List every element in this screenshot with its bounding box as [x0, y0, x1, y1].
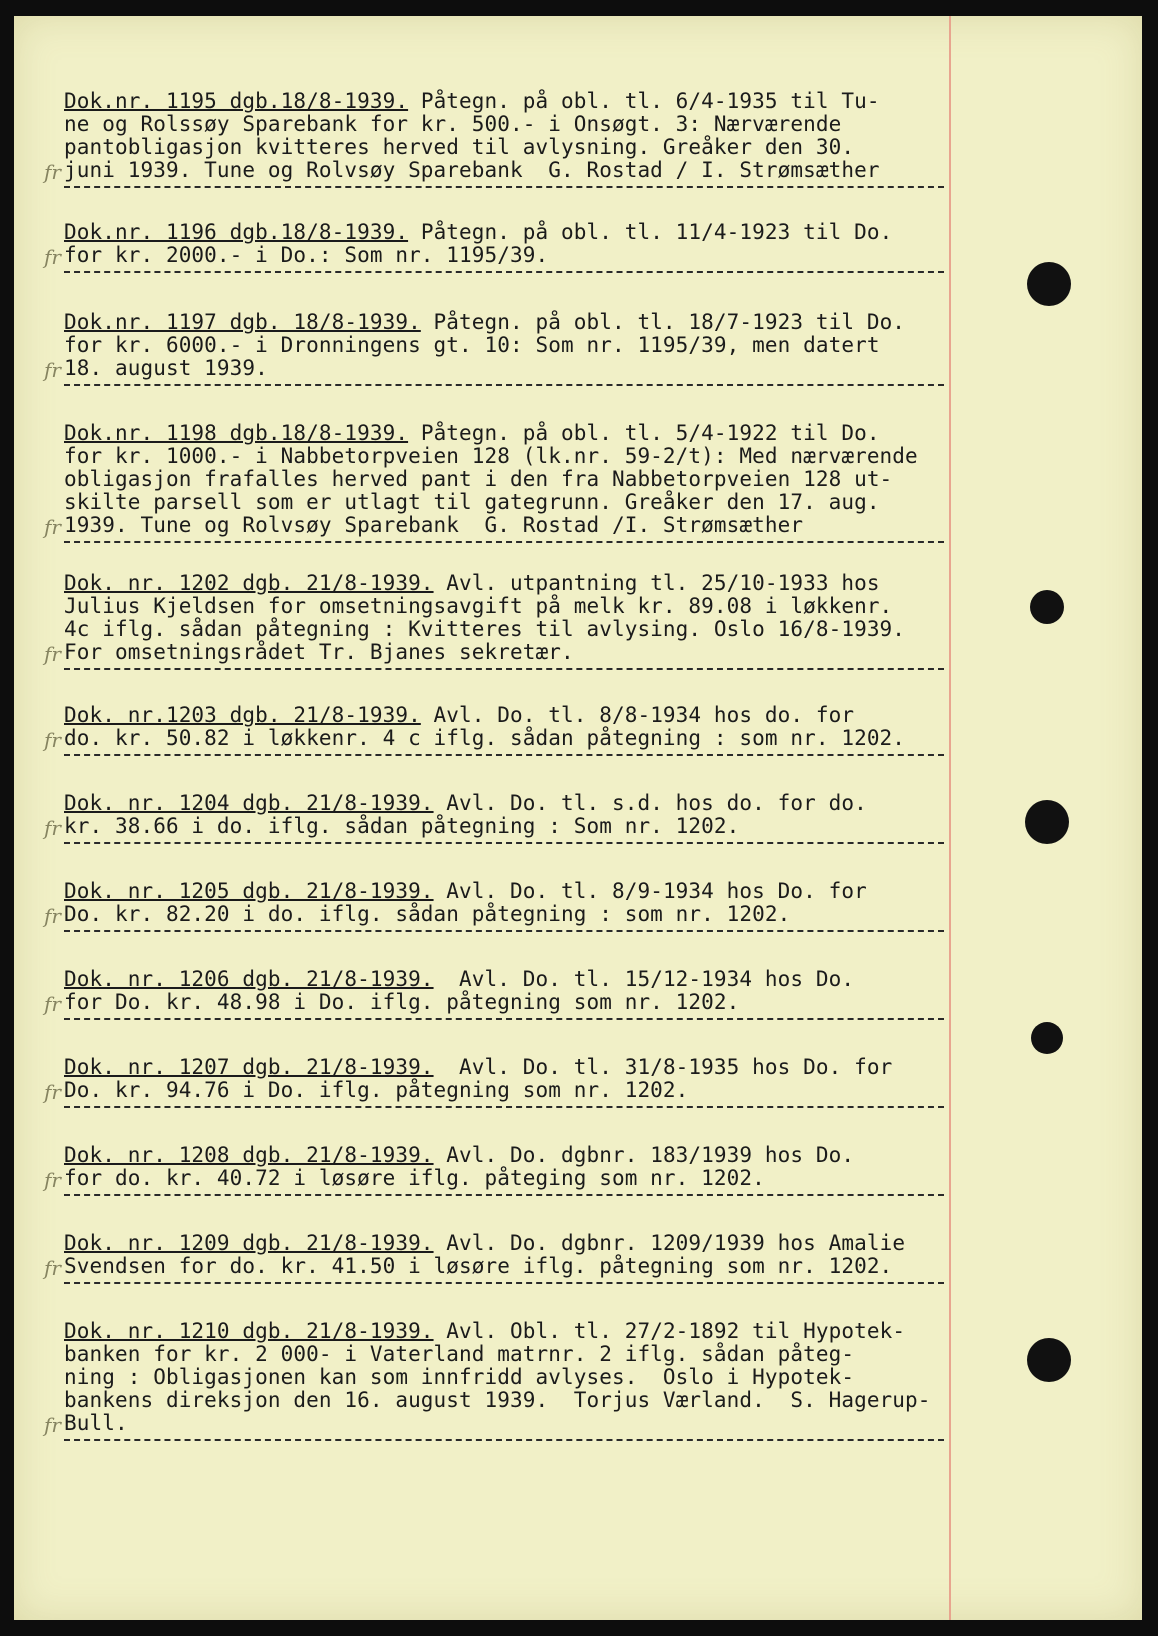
- entry-line: [64, 311, 1004, 334]
- entry-text: Avl. utpantning tl. 25/10-1933 hos: [433, 571, 880, 595]
- entry-heading: Dok.nr. 1195 dgb.18/8-1939.: [64, 89, 409, 113]
- entry-separator: [64, 668, 944, 670]
- entry-line: [64, 113, 1004, 136]
- entry-separator: [64, 541, 944, 543]
- entry-separator: [64, 842, 944, 844]
- margin-initials: fr: [44, 816, 61, 840]
- entry-line: [64, 445, 1004, 468]
- entry-text: Bull.: [64, 1411, 128, 1435]
- entry-text: for do. kr. 40.72 i løsøre iflg. påteging som nr. 1202.: [64, 1166, 765, 1190]
- margin-initials: fr: [44, 1256, 61, 1280]
- document-entry: [44, 1319, 1004, 1441]
- entry-heading: Dok. nr. 1202 dgb. 21/8-1939.: [64, 571, 434, 595]
- entry-heading: Dok.nr. 1197 dgb. 18/8-1939.: [64, 310, 421, 334]
- document-entry: [44, 703, 1004, 756]
- entry-text: Julius Kjeldsen for omsetningsavgift på melk kr. 89.08 i løkkenr.: [64, 594, 893, 618]
- entry-separator: [64, 1194, 944, 1196]
- document-entry: [44, 89, 1004, 188]
- entry-line: [64, 618, 1004, 641]
- entry-line: [64, 1056, 1004, 1079]
- entry-line: [64, 572, 1004, 595]
- margin-initials: fr: [44, 1168, 61, 1192]
- entry-line: [64, 422, 1004, 445]
- entry-line: [64, 727, 1004, 750]
- entry-separator: [64, 186, 944, 188]
- entry-line: [64, 1320, 1004, 1343]
- entry-text: Påtegn. på obl. tl. 18/7-1923 til Do.: [420, 310, 906, 334]
- entry-text: Påtegn. på obl. tl. 11/4-1923 til Do.: [408, 220, 893, 244]
- entry-text: Avl. Do. tl. 8/8-1934 hos do. for: [420, 703, 855, 727]
- entry-line: [64, 357, 1004, 380]
- margin-initials: fr: [44, 642, 61, 666]
- entry-text: skilte parsell som er utlagt til gategrunn. Greåker den 17. aug.: [64, 490, 880, 514]
- punch-hole: [1027, 1338, 1071, 1382]
- entry-line: [64, 1167, 1004, 1190]
- entry-text: For omsetningsrådet Tr. Bjanes sekretær.: [64, 640, 574, 664]
- document-entry: [44, 421, 1004, 543]
- entry-text: do. kr. 50.82 i løkkenr. 4 c iflg. sådan påtegning : som nr. 1202.: [64, 726, 906, 750]
- entry-line: [64, 90, 1004, 113]
- entry-line: [64, 1144, 1004, 1167]
- margin-initials: fr: [44, 992, 61, 1016]
- entry-text: Avl. Do. dgbnr. 1209/1939 hos Amalie: [433, 1231, 906, 1255]
- entry-text: Svendsen for do. kr. 41.50 i løsøre iflg. påtegning som nr. 1202.: [64, 1254, 893, 1278]
- entry-text: Påtegn. på obl. tl. 5/4-1922 til Do.: [408, 421, 880, 445]
- document-entry: [44, 1055, 1004, 1108]
- entry-separator: [64, 754, 944, 756]
- document-entry: [44, 967, 1004, 1020]
- margin-initials: fr: [44, 358, 61, 382]
- entry-line: [64, 1255, 1004, 1278]
- entry-line: [64, 514, 1004, 537]
- document-entry: [44, 220, 1004, 273]
- entry-line: [64, 991, 1004, 1014]
- entry-text: juni 1939. Tune og Rolvsøy Sparebank G. Rostad / I. Strømsæther: [64, 158, 880, 182]
- entry-text: for kr. 6000.- i Dronningens gt. 10: Som nr. 1195/39, men datert: [64, 333, 880, 357]
- entry-text: Avl. Do. tl. s.d. hos do. for do.: [433, 791, 867, 815]
- entry-text: Avl. Obl. tl. 27/2-1892 til Hypotek-: [433, 1319, 906, 1343]
- entry-heading: Dok. nr. 1206 dgb. 21/8-1939.: [64, 967, 434, 991]
- entry-text: for kr. 1000.- i Nabbetorpveien 128 (lk.nr. 59-2/t): Med nærværende: [64, 444, 918, 468]
- entry-separator: [64, 1282, 944, 1284]
- margin-initials: fr: [44, 515, 61, 539]
- entry-line: [64, 880, 1004, 903]
- margin-initials: fr: [44, 160, 61, 184]
- punch-hole: [1025, 800, 1069, 844]
- entry-heading: Dok. nr.1203 dgb. 21/8-1939.: [64, 703, 421, 727]
- entry-line: [64, 1366, 1004, 1389]
- entry-line: [64, 1079, 1004, 1102]
- entry-line: [64, 968, 1004, 991]
- entry-line: [64, 903, 1004, 926]
- margin-initials: fr: [44, 1080, 61, 1104]
- entry-text: Påtegn. på obl. tl. 6/4-1935 til Tu-: [408, 89, 880, 113]
- entry-text: banken for kr. 2 000- i Vaterland matrnr. 2 iflg. sådan påteg-: [64, 1342, 855, 1366]
- punch-hole: [1027, 262, 1071, 306]
- entry-line: [64, 792, 1004, 815]
- entry-heading: Dok. nr. 1207 dgb. 21/8-1939.: [64, 1055, 434, 1079]
- margin-initials: fr: [44, 245, 61, 269]
- entry-text: Avl. Do. tl. 31/8-1935 hos Do. for: [433, 1055, 893, 1079]
- margin-initials: fr: [44, 1413, 61, 1437]
- entry-text: for kr. 2000.- i Do.: Som nr. 1195/39.: [64, 243, 549, 267]
- document-entry: [44, 571, 1004, 670]
- entry-line: [64, 468, 1004, 491]
- punch-hole: [1030, 590, 1064, 624]
- document-page: [14, 16, 1142, 1620]
- entry-text: Avl. Do. tl. 15/12-1934 hos Do.: [433, 967, 855, 991]
- entry-separator: [64, 271, 944, 273]
- entry-separator: [64, 384, 944, 386]
- entry-text: for Do. kr. 48.98 i Do. iflg. påtegning som nr. 1202.: [64, 990, 740, 1014]
- entry-line: [64, 1412, 1004, 1435]
- entry-line: [64, 704, 1004, 727]
- entry-text: Do. kr. 82.20 i do. iflg. sådan påtegning : som nr. 1202.: [64, 902, 791, 926]
- margin-initials: fr: [44, 728, 61, 752]
- entry-text: kr. 38.66 i do. iflg. sådan påtegning : Som nr. 1202.: [64, 814, 740, 838]
- entry-text: 18. august 1939.: [64, 356, 268, 380]
- document-entry: [44, 1143, 1004, 1196]
- entry-separator: [64, 1106, 944, 1108]
- entry-heading: Dok.nr. 1198 dgb.18/8-1939.: [64, 421, 409, 445]
- entry-line: [64, 136, 1004, 159]
- entry-separator: [64, 1018, 944, 1020]
- entry-line: [64, 815, 1004, 838]
- entry-heading: Dok. nr. 1204 dgb. 21/8-1939.: [64, 791, 434, 815]
- entry-line: [64, 1343, 1004, 1366]
- entry-text: pantobligasjon kvitteres herved til avlysning. Greåker den 30.: [64, 135, 855, 159]
- punch-hole: [1031, 1022, 1063, 1054]
- entry-heading: Dok. nr. 1205 dgb. 21/8-1939.: [64, 879, 434, 903]
- entry-separator: [64, 1439, 944, 1441]
- entry-text: 4c iflg. sådan påtegning : Kvitteres til avlysing. Oslo 16/8-1939.: [64, 617, 906, 641]
- entry-line: [64, 159, 1004, 182]
- document-entry: [44, 1231, 1004, 1284]
- entry-line: [64, 221, 1004, 244]
- entry-text: obligasjon frafalles herved pant i den fra Nabbetorpveien 128 ut-: [64, 467, 893, 491]
- entry-heading: Dok.nr. 1196 dgb.18/8-1939.: [64, 220, 409, 244]
- entry-heading: Dok. nr. 1210 dgb. 21/8-1939.: [64, 1319, 434, 1343]
- entry-line: [64, 244, 1004, 267]
- entry-heading: Dok. nr. 1209 dgb. 21/8-1939.: [64, 1231, 434, 1255]
- entry-heading: Dok. nr. 1208 dgb. 21/8-1939.: [64, 1143, 434, 1167]
- entry-text: Avl. Do. dgbnr. 183/1939 hos Do.: [433, 1143, 855, 1167]
- entry-line: [64, 491, 1004, 514]
- entry-line: [64, 334, 1004, 357]
- entry-text: ne og Rolssøy Sparebank for kr. 500.- i Onsøgt. 3: Nærværende: [64, 112, 842, 136]
- entry-text: Avl. Do. tl. 8/9-1934 hos Do. for: [433, 879, 867, 903]
- entry-text: 1939. Tune og Rolvsøy Sparebank G. Rostad /I. Strømsæther: [64, 513, 804, 537]
- entry-text: ning : Obligasjonen kan som innfridd avlyses. Oslo i Hypotek-: [64, 1365, 855, 1389]
- document-entry: [44, 310, 1004, 386]
- entry-line: [64, 595, 1004, 618]
- entry-line: [64, 641, 1004, 664]
- entry-text: Do. kr. 94.76 i Do. iflg. påtegning som nr. 1202.: [64, 1078, 689, 1102]
- entry-line: [64, 1389, 1004, 1412]
- entry-separator: [64, 930, 944, 932]
- entry-line: [64, 1232, 1004, 1255]
- entry-text: bankens direksjon den 16. august 1939. Torjus Værland. S. Hagerup-: [64, 1388, 931, 1412]
- margin-initials: fr: [44, 904, 61, 928]
- document-entry: [44, 879, 1004, 932]
- document-entry: [44, 791, 1004, 844]
